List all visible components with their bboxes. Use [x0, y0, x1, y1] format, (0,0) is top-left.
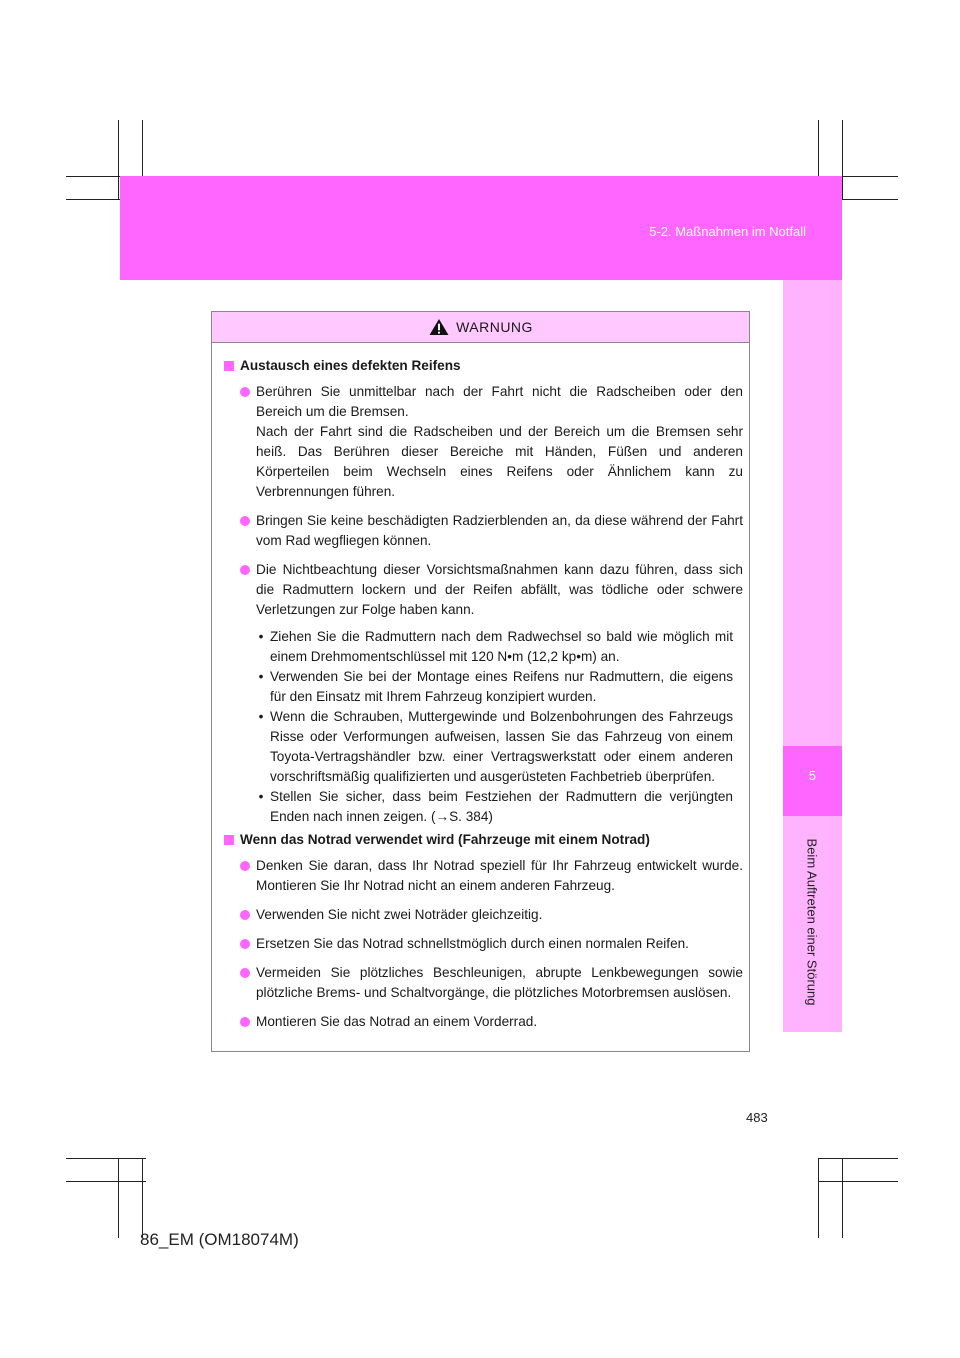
list-item-text: Die Nichtbeachtung dieser Vorsichtsmaßnahmen kann dazu führen, dass sich die Radmuttern lockern und der Reifen abfällt, was tödliche oder schwere Verletzungen zur Folge haben kann. [256, 562, 743, 617]
document-code: 86_EM (OM18074M) [140, 1230, 299, 1249]
side-tab-number-block [783, 746, 842, 816]
crop-mark [142, 1158, 143, 1238]
list-item-text: Verwenden Sie nicht zwei Noträder gleichzeitig. [256, 907, 543, 922]
circle-bullet-icon [240, 939, 250, 949]
sub-list-item: • Wenn die Schrauben, Muttergewinde und Bolzenbohrungen des Fahrzeugs Risse oder Verformungen aufweisen, lassen Sie das Fahrzeug von einem Toyota-Vertragshändler bzw. einer Vertragswerkstatt oder einem anderen vorschriftsmäßig qualifizierten und ausgerüsteten Fachbetrieb überprüfen. [252, 707, 743, 787]
list-item-text: Montieren Sie das Notrad an einem Vorderrad. [256, 1014, 538, 1029]
warning-box [211, 311, 750, 1052]
crop-mark [818, 1158, 898, 1159]
warning-header [212, 312, 749, 343]
circle-bullet-icon [240, 565, 250, 575]
dot-bullet-icon: • [258, 629, 264, 644]
square-bullet-icon [224, 361, 234, 371]
sub-list-item: • Ziehen Sie die Radmuttern nach dem Radwechsel so bald wie möglich mit einem Drehmomentschlüssel mit 120 N•m (12,2 kp•m) an. [252, 627, 743, 667]
list-item [240, 382, 743, 502]
side-tab-number: 5 [808, 768, 817, 783]
dot-bullet-icon: • [258, 669, 264, 684]
crop-mark [842, 1158, 843, 1238]
list-item-text: Berühren Sie unmittelbar nach der Fahrt nicht die Radscheiben oder den Bereich um die Bremsen. [256, 384, 743, 419]
list-item [240, 856, 743, 896]
warning-triangle-icon [428, 318, 450, 336]
crop-mark [818, 1158, 819, 1238]
warning-body [212, 343, 749, 1032]
list-item [240, 905, 743, 925]
square-bullet-icon [224, 835, 234, 845]
list-item-text: Ersetzen Sie das Notrad schnellstmöglich durch einen normalen Reifen. [256, 936, 689, 951]
crop-mark [66, 1181, 146, 1182]
list-item [240, 963, 743, 1003]
crop-mark [842, 120, 843, 200]
section-title: Wenn das Notrad verwendet wird (Fahrzeuge mit einem Notrad) [224, 830, 743, 850]
circle-bullet-icon [240, 861, 250, 871]
section-header: 5-2. Maßnahmen im Notfall [649, 224, 806, 239]
circle-bullet-icon [240, 1017, 250, 1027]
list-item-text: Nach der Fahrt sind die Radscheiben und der Bereich um die Bremsen sehr heiß. Das Berühren dieser Bereiche mit Händen, Füßen und anderen Körperteilen beim Wechseln eines Reifens oder Ähnlichem kann zu Verbrennungen führen. [256, 424, 743, 499]
dot-bullet-icon: • [258, 789, 264, 804]
list-item-text: Vermeiden Sie plötzliches Beschleunigen, abrupte Lenkbewegungen sowie plötzliche Brems- und Schaltvorgänge, die plötzliches Motorbremsen auslösen. [256, 965, 743, 1000]
list-item-text: Denken Sie daran, dass Ihr Notrad speziell für Ihr Fahrzeug entwickelt wurde. Montieren Sie Ihr Notrad nicht an einem anderen Fahrzeug. [256, 858, 743, 893]
list-item [240, 560, 743, 620]
warning-title: WARNUNG [456, 319, 533, 335]
sub-list-item: • Verwenden Sie bei der Montage eines Reifens nur Radmuttern, die eigens für den Einsatz mit Ihrem Fahrzeug konzipiert wurden. [252, 667, 743, 707]
list-item [240, 511, 743, 551]
page-number: 483 [746, 1110, 768, 1125]
circle-bullet-icon [240, 910, 250, 920]
list-item [240, 1012, 743, 1032]
circle-bullet-icon [240, 516, 250, 526]
sub-list [252, 627, 743, 827]
crop-mark [66, 1158, 146, 1159]
sub-list-item: • Stellen Sie sicher, dass beim Festziehen der Radmuttern die verjüngten Enden nach innen zeigen. (→S. 384) [252, 787, 743, 827]
header-band [120, 176, 842, 280]
crop-mark [818, 1181, 898, 1182]
list-item [240, 934, 743, 954]
list-item-text: Bringen Sie keine beschädigten Radzierblenden an, da diese während der Fahrt vom Rad wegfliegen können. [256, 513, 743, 548]
crop-mark [118, 120, 119, 200]
circle-bullet-icon [240, 387, 250, 397]
circle-bullet-icon [240, 968, 250, 978]
dot-bullet-icon: • [258, 709, 264, 724]
section-title: Austausch eines defekten Reifens [224, 356, 743, 376]
side-tab-label: Beim Auftreten einer Störung [804, 838, 820, 1006]
crop-mark [118, 1158, 119, 1238]
